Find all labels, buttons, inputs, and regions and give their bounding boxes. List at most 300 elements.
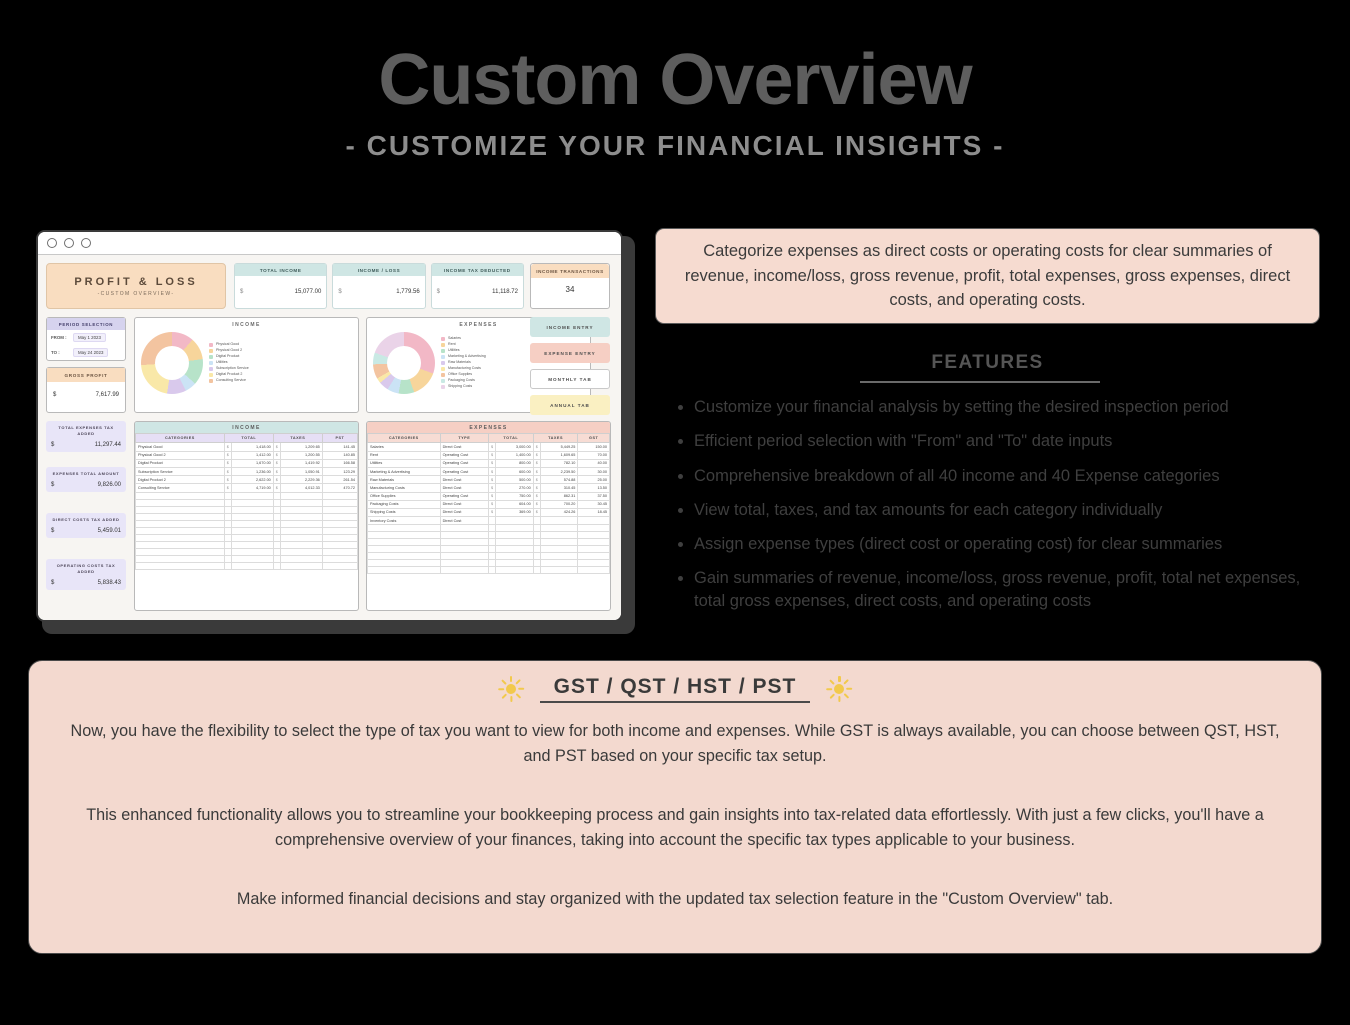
legend-swatch <box>209 349 213 353</box>
gross-profit-label: GROSS PROFIT <box>47 368 125 382</box>
column-header: GST <box>578 434 610 443</box>
table-row[interactable] <box>136 443 358 451</box>
cell-currency <box>533 525 540 532</box>
cell-currency <box>224 541 231 548</box>
legend-swatch <box>209 379 213 383</box>
cell-empty <box>496 532 534 539</box>
cell-currency: $ <box>488 484 495 492</box>
cell-type[interactable]: Direct Cost <box>440 476 488 484</box>
cell-currency: $ <box>488 443 495 451</box>
period-selection <box>46 317 126 361</box>
cell-currency <box>224 499 231 506</box>
cell-type[interactable]: Operating Cost <box>440 492 488 500</box>
cell-type[interactable] <box>440 525 488 532</box>
cell-currency: $ <box>533 443 540 451</box>
legend-label: Office Supplies <box>448 371 473 376</box>
cell-total: 1,670.00 <box>231 459 273 467</box>
legend-swatch <box>209 361 213 365</box>
table-row[interactable] <box>368 451 610 459</box>
cell-empty <box>280 548 322 555</box>
table-row[interactable] <box>368 459 610 467</box>
table-row[interactable] <box>136 562 358 569</box>
cell-category: Utilities <box>368 459 441 467</box>
cell-category: Physical Good <box>136 443 225 451</box>
gross-profit-card <box>46 367 126 413</box>
cell-currency <box>273 506 280 513</box>
legend-label: Physical Good <box>216 342 240 347</box>
legend-swatch <box>441 367 445 371</box>
cell-taxes: 4,012.33 <box>280 484 322 492</box>
cell-empty <box>136 534 225 541</box>
total-value: 11,297.44 <box>94 442 121 448</box>
cell-currency <box>533 553 540 560</box>
cell-type[interactable]: Direct Cost <box>440 484 488 492</box>
table-row[interactable] <box>368 508 610 516</box>
cell-category: Packaging Costs <box>368 500 441 508</box>
cell-total: 1,236.00 <box>231 467 273 475</box>
cell-empty <box>368 546 441 553</box>
cell-category: Manufacturing Costs <box>368 484 441 492</box>
page-title: Custom Overview <box>378 40 972 120</box>
total-expenses-tax-added <box>46 421 126 452</box>
cell-category: Rent <box>368 451 441 459</box>
cell-type[interactable]: Direct Cost <box>440 500 488 508</box>
chart-legend <box>441 336 486 389</box>
cell-empty <box>322 555 357 562</box>
cell-taxes: 862.31 <box>540 492 578 500</box>
cell-empty <box>136 541 225 548</box>
legend-swatch <box>209 355 213 359</box>
column-header: TAXES <box>533 434 578 443</box>
cell-empty <box>578 567 610 574</box>
button-expense-entry[interactable] <box>530 343 610 363</box>
cell-currency <box>533 560 540 567</box>
table-row[interactable] <box>368 484 610 492</box>
button-label: INCOME ENTRY <box>546 324 594 330</box>
currency-symbol: $ <box>51 580 55 586</box>
table-row[interactable] <box>368 476 610 484</box>
cell-currency <box>488 546 495 553</box>
cell-taxes: 2,239.50 <box>540 467 578 475</box>
cell-type[interactable] <box>440 553 488 560</box>
cell-empty <box>231 513 273 520</box>
cell-total: 369.00 <box>496 508 534 516</box>
cell-category: Digital Product <box>136 459 225 467</box>
cell-currency <box>488 525 495 532</box>
cell-currency: $ <box>488 459 495 467</box>
features-list <box>672 396 1322 624</box>
cell-gst: 30.45 <box>578 500 610 508</box>
cell-empty <box>368 553 441 560</box>
cell-empty <box>280 492 322 499</box>
cell-type[interactable] <box>440 567 488 574</box>
currency-symbol: $ <box>240 289 244 295</box>
kpi-label: INCOME / LOSS <box>333 264 424 276</box>
income-table-grid <box>135 433 358 570</box>
cell-empty <box>496 567 534 574</box>
table-row[interactable] <box>136 541 358 548</box>
cell-type[interactable]: Direct Cost <box>440 508 488 516</box>
currency-symbol: $ <box>51 528 55 534</box>
table-row[interactable] <box>368 525 610 532</box>
currency-symbol: $ <box>51 482 55 488</box>
table-row[interactable] <box>368 560 610 567</box>
cell-currency <box>273 527 280 534</box>
cell-empty <box>231 506 273 513</box>
total-value: 9,826.00 <box>97 482 121 488</box>
legend-label: Raw Materials <box>448 360 471 365</box>
legend-swatch <box>209 373 213 377</box>
cell-currency: $ <box>488 451 495 459</box>
operating-costs-tax-added <box>46 559 126 590</box>
cell-pst: 141.45 <box>322 443 357 451</box>
cell-currency <box>273 555 280 562</box>
to-label: TO : <box>51 350 60 355</box>
cell-category: Salaries <box>368 443 441 451</box>
cell-type[interactable] <box>440 532 488 539</box>
table-row[interactable] <box>136 484 358 492</box>
table-row[interactable] <box>136 520 358 527</box>
cell-currency <box>533 517 540 525</box>
cell-currency: $ <box>273 459 280 467</box>
table-row[interactable] <box>136 548 358 555</box>
to-date-input[interactable]: May 24 2023 <box>73 348 108 357</box>
kpi-value: 34 <box>565 285 575 294</box>
kpi-income-transactions <box>530 263 610 309</box>
callout-box <box>655 228 1320 324</box>
column-header: CATEGORIES <box>136 434 225 443</box>
table-row[interactable] <box>368 539 610 546</box>
kpi-label: INCOME TAX DEDUCTED <box>432 264 523 276</box>
cell-empty <box>578 560 610 567</box>
table-header-row <box>368 434 610 443</box>
chart-legend <box>209 342 249 383</box>
cell-currency: $ <box>533 459 540 467</box>
kpi-value: 1,779.56 <box>396 289 420 295</box>
cell-empty <box>540 560 578 567</box>
cell-gst: 18.45 <box>578 508 610 516</box>
cell-empty <box>231 555 273 562</box>
cell-empty <box>136 492 225 499</box>
cell-pst: 123.29 <box>322 467 357 475</box>
cell-currency: $ <box>273 451 280 459</box>
cell-gst: 30.00 <box>578 467 610 475</box>
cell-empty <box>540 539 578 546</box>
cell-currency <box>488 517 495 525</box>
table-row[interactable] <box>368 553 610 560</box>
chart-title: INCOME <box>232 322 261 328</box>
direct-costs-tax-added <box>46 513 126 538</box>
sun-icon-right <box>826 676 852 702</box>
cell-currency: $ <box>488 492 495 500</box>
from-date-input[interactable]: May 1 2023 <box>73 333 106 342</box>
cell-category: Physical Good 2 <box>136 451 225 459</box>
cell-empty <box>280 506 322 513</box>
cell-category: Subscription Service <box>136 467 225 475</box>
cell-currency: $ <box>273 467 280 475</box>
table-title: INCOME <box>135 422 358 433</box>
close-icon[interactable] <box>47 238 57 248</box>
cell-type[interactable] <box>440 546 488 553</box>
cell-pst: 140.85 <box>322 451 357 459</box>
legend-label: Consulting Service <box>216 377 246 382</box>
cell-empty <box>540 525 578 532</box>
legend-label: Subscription Service <box>216 365 249 370</box>
cell-empty <box>578 546 610 553</box>
total-label: DIRECT COSTS TAX ADDED <box>52 517 120 522</box>
cell-currency <box>488 539 495 546</box>
feature-item: • View total, taxes, and tax amounts for each category individually <box>694 499 1322 521</box>
cell-gst: 37.50 <box>578 492 610 500</box>
table-row[interactable] <box>368 517 610 525</box>
total-value: 5,838.43 <box>97 580 121 586</box>
cell-empty <box>322 506 357 513</box>
table-row[interactable] <box>136 506 358 513</box>
cell-taxes: 700.20 <box>540 500 578 508</box>
total-label: EXPENSES TOTAL AMOUNT <box>52 471 120 476</box>
table-row[interactable] <box>136 513 358 520</box>
legend-swatch <box>209 343 213 347</box>
donut-graphic <box>373 332 435 394</box>
cell-empty <box>231 534 273 541</box>
table-row[interactable] <box>136 527 358 534</box>
page-subtitle: - CUSTOMIZE YOUR FINANCIAL INSIGHTS - <box>345 130 1005 161</box>
cell-empty <box>322 541 357 548</box>
cell-empty <box>496 546 534 553</box>
cell-currency: $ <box>224 459 231 467</box>
table-row[interactable] <box>136 534 358 541</box>
cell-taxes: 1,419.92 <box>280 459 322 467</box>
cell-gst: 13.50 <box>578 484 610 492</box>
cell-category: Shipping Costs <box>368 508 441 516</box>
cell-empty <box>496 539 534 546</box>
cell-type[interactable]: Operating Cost <box>440 459 488 467</box>
cell-currency: $ <box>533 476 540 484</box>
cell-currency: $ <box>273 443 280 451</box>
cell-empty <box>136 548 225 555</box>
cell-empty <box>231 499 273 506</box>
cell-currency <box>533 567 540 574</box>
kpi-income-loss <box>332 263 425 309</box>
kpi-value: 11,118.72 <box>492 289 518 295</box>
legend-swatch <box>441 349 445 353</box>
cell-currency: $ <box>224 443 231 451</box>
cell-type[interactable]: Direct Cost <box>440 517 488 525</box>
cell-empty <box>578 532 610 539</box>
column-header: TOTAL <box>488 434 533 443</box>
cell-category: Office Supplies <box>368 492 441 500</box>
cell-empty <box>136 562 225 569</box>
sheet-subtitle: -CUSTOM OVERVIEW- <box>97 290 175 297</box>
total-value: 5,459.01 <box>97 528 121 534</box>
features-underline <box>860 381 1100 383</box>
cell-currency <box>224 534 231 541</box>
expenses-table-body <box>368 443 610 574</box>
cell-type[interactable] <box>440 539 488 546</box>
cell-category: Raw Materials <box>368 476 441 484</box>
cell-type[interactable]: Operating Cost <box>440 451 488 459</box>
table-row[interactable] <box>368 532 610 539</box>
cell-empty <box>231 520 273 527</box>
cell-empty <box>136 499 225 506</box>
cell-empty <box>136 513 225 520</box>
cell-empty <box>280 499 322 506</box>
button-label: EXPENSE ENTRY <box>544 350 596 356</box>
cell-total: 1,412.00 <box>231 451 273 459</box>
cell-type[interactable] <box>440 560 488 567</box>
legend-label: Shipping Costs <box>448 383 473 388</box>
expenses-table <box>366 421 611 611</box>
cell-empty <box>280 520 322 527</box>
table-row[interactable] <box>368 467 610 475</box>
cell-currency <box>488 560 495 567</box>
currency-symbol: $ <box>436 289 440 295</box>
cell-total: 600.00 <box>496 467 534 475</box>
kpi-row <box>234 263 524 309</box>
cell-empty <box>540 553 578 560</box>
cell-total: 800.00 <box>496 459 534 467</box>
cell-taxes: 574.88 <box>540 476 578 484</box>
cell-currency: $ <box>488 508 495 516</box>
cell-taxes: 1,209.65 <box>280 443 322 451</box>
button-income-entry[interactable] <box>530 317 610 337</box>
legend-label: Utilities <box>448 348 460 353</box>
cell-empty <box>368 560 441 567</box>
cell-taxes: 1,609.65 <box>540 451 578 459</box>
cell-type[interactable]: Direct Cost <box>440 443 488 451</box>
table-row[interactable] <box>368 492 610 500</box>
kpi-label: TOTAL INCOME <box>235 264 326 276</box>
cell-total: 1,418.00 <box>231 443 273 451</box>
cell-total: 2,622.00 <box>231 476 273 484</box>
table-row[interactable] <box>136 499 358 506</box>
maximize-icon[interactable] <box>81 238 91 248</box>
cell-currency: $ <box>488 476 495 484</box>
currency-symbol: $ <box>51 442 55 448</box>
cell-currency <box>224 562 231 569</box>
button-label: ANNUAL TAB <box>550 402 590 408</box>
cell-empty <box>231 562 273 569</box>
cell-empty <box>322 499 357 506</box>
cell-category: Marketing & Advertising <box>368 467 441 475</box>
cell-gst: 150.00 <box>578 443 610 451</box>
legend-label: Manufacturing Costs <box>448 365 481 370</box>
table-row[interactable] <box>368 567 610 574</box>
kpi-total-income <box>234 263 327 309</box>
button-monthly-tab[interactable] <box>530 369 610 389</box>
cell-currency <box>488 567 495 574</box>
cell-currency: $ <box>224 467 231 475</box>
expenses-table-grid <box>367 433 610 574</box>
feature-item: • Efficient period selection with "From" and "To" date inputs <box>694 430 1322 452</box>
table-row[interactable] <box>136 492 358 499</box>
period-title: PERIOD SELECTION <box>47 318 125 330</box>
cell-empty <box>368 525 441 532</box>
cell-empty <box>540 532 578 539</box>
legend-swatch <box>441 373 445 377</box>
cell-currency: $ <box>533 492 540 500</box>
table-row[interactable] <box>136 555 358 562</box>
kpi-income-tax-deducted <box>431 263 524 309</box>
cell-empty <box>496 517 534 525</box>
cell-currency: $ <box>488 467 495 475</box>
table-header-row <box>136 434 358 443</box>
cell-gst: 25.00 <box>578 476 610 484</box>
currency-symbol: $ <box>338 289 342 295</box>
cell-empty <box>231 527 273 534</box>
cell-taxes: 310.45 <box>540 484 578 492</box>
cell-gst: 40.00 <box>578 459 610 467</box>
tax-panel-header <box>29 661 1321 703</box>
legend-label: Digital Product <box>216 354 240 359</box>
callout-text: Categorize expenses as direct costs or operating costs for clear summaries of revenue, income/loss, gross revenue, profit, total expenses, gross expenses, direct costs, and operating costs. <box>684 241 1291 310</box>
tax-paragraph-3: Make informed financial decisions and stay organized with the updated tax selection feature in the "Custom Overview" tab. <box>236 890 1114 909</box>
cell-empty <box>578 525 610 532</box>
cell-empty <box>322 562 357 569</box>
expenses-total-amount <box>46 467 126 492</box>
table-row[interactable] <box>136 467 358 475</box>
kpi-value: 15,077.00 <box>294 289 322 295</box>
kpi-label: INCOME TRANSACTIONS <box>531 264 609 278</box>
features-heading: FEATURES <box>931 352 1044 373</box>
cell-currency: $ <box>224 451 231 459</box>
cell-category: Digital Product 2 <box>136 476 225 484</box>
cell-pst: 470.72 <box>322 484 357 492</box>
cell-currency: $ <box>533 508 540 516</box>
income-table <box>134 421 359 611</box>
cell-currency <box>488 532 495 539</box>
cell-taxes: 1,200.55 <box>280 451 322 459</box>
cell-currency <box>533 546 540 553</box>
table-row[interactable] <box>368 443 610 451</box>
legend-swatch <box>441 385 445 389</box>
legend-label: Utilities <box>216 360 228 365</box>
cell-empty <box>496 553 534 560</box>
column-header: TOTAL <box>224 434 273 443</box>
button-label: MONTHLY TAB <box>548 376 592 382</box>
table-row[interactable] <box>136 459 358 467</box>
cell-empty <box>280 513 322 520</box>
cell-currency: $ <box>224 484 231 492</box>
total-label: TOTAL EXPENSES TAX ADDED <box>58 425 114 436</box>
cell-empty <box>578 553 610 560</box>
button-annual-tab[interactable] <box>530 395 610 415</box>
sun-icon-left <box>498 676 524 702</box>
table-row[interactable] <box>136 476 358 484</box>
minimize-icon[interactable] <box>64 238 74 248</box>
legend-swatch <box>441 343 445 347</box>
table-row[interactable] <box>368 500 610 508</box>
cell-empty <box>280 527 322 534</box>
feature-item: • Customize your financial analysis by setting the desired inspection period <box>694 396 1322 418</box>
cell-type[interactable]: Operating Cost <box>440 467 488 475</box>
browser-window <box>36 230 623 622</box>
currency-symbol: $ <box>53 392 57 398</box>
cell-taxes: 2,229.36 <box>280 476 322 484</box>
table-row[interactable] <box>368 546 610 553</box>
cell-currency <box>533 532 540 539</box>
cell-currency <box>273 541 280 548</box>
legend-label: Salaries <box>448 336 461 341</box>
column-header: PST <box>322 434 357 443</box>
cell-category: Inventory Costs <box>368 517 441 525</box>
cell-empty <box>136 520 225 527</box>
table-row[interactable] <box>136 451 358 459</box>
cell-empty <box>322 520 357 527</box>
gross-profit-value: 7,617.99 <box>95 392 119 398</box>
legend-label: Marketing & Advertising <box>448 354 486 359</box>
cell-total: 4,719.00 <box>231 484 273 492</box>
